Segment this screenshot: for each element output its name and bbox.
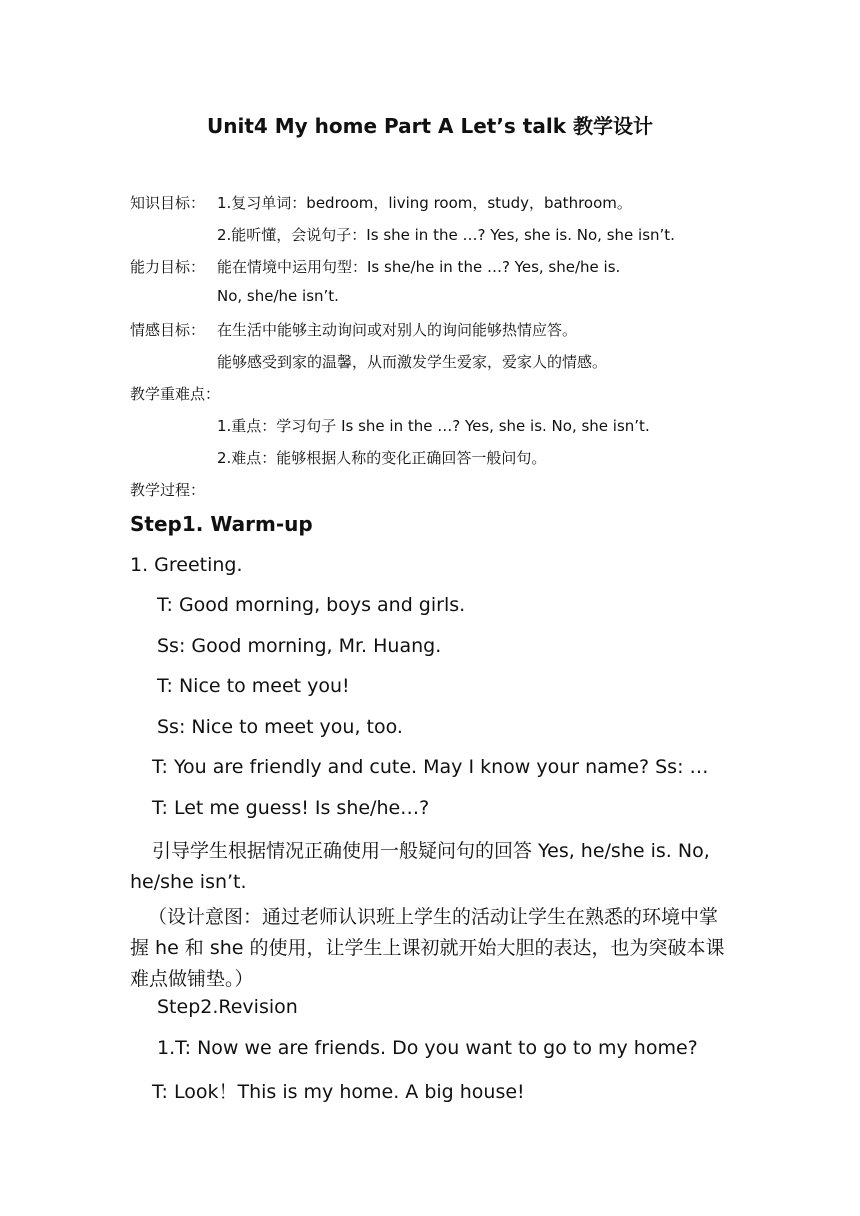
dialogue-line-4: Ss: Nice to meet you, too. — [157, 716, 403, 738]
step1-item-greeting: 1. Greeting. — [130, 554, 243, 576]
key-point-2: 2.难点：能够根据人称的变化正确回答一般问句。 — [217, 449, 547, 467]
ability-objective-1: 能在情境中运用句型：Is she/he in the …? Yes, she/he is. — [217, 258, 621, 276]
knowledge-objective-1: 1.复习单词：bedroom，living room，study，bathroom。 — [217, 194, 632, 212]
knowledge-objective-2: 2.能听懂，会说句子：Is she in the …? Yes, she is. No, she isn’t. — [217, 226, 675, 244]
emotion-objective-1: 在生活中能够主动询问或对别人的询问能够热情应答。 — [217, 321, 578, 339]
dialogue-line-2: Ss: Good morning, Mr. Huang. — [157, 635, 442, 657]
ability-objective-label: 能力目标： — [130, 258, 206, 276]
key-points-label: 教学重难点： — [130, 385, 221, 403]
knowledge-objective-label: 知识目标： — [130, 194, 206, 212]
key-point-1: 1.重点：学习句子 Is she in the …? Yes, she is. No, she isn’t. — [217, 417, 650, 435]
dialogue-line-6: T: Let me guess! Is she/he…? — [152, 797, 430, 819]
guidance-paragraph: 引导学生根据情况正确使用一般疑问句的回答 Yes, he/she is. No, he/she isn’t. — [130, 840, 710, 893]
design-intent-paragraph: （设计意图：通过老师认识班上学生的活动让学生在熟悉的环境中掌握 he 和 she 的使用，让学生上课初就开始大胆的表达，也为突破本课难点做铺垫。） — [130, 906, 725, 990]
emotion-objective-label: 情感目标： — [130, 321, 206, 339]
ability-objective-2: No, she/he isn’t. — [217, 287, 339, 305]
dialogue-line-5: T: You are friendly and cute. May I know your name? Ss: … — [152, 756, 709, 778]
process-label: 教学过程： — [130, 481, 206, 499]
step2-line-2: T: Look！This is my home. A big house! — [152, 1081, 525, 1103]
dialogue-line-1: T: Good morning, boys and girls. — [157, 594, 466, 616]
step1-heading: Step1. Warm-up — [130, 512, 313, 536]
dialogue-line-3: T: Nice to meet you! — [157, 675, 350, 697]
emotion-objective-2: 能够感受到家的温馨，从而激发学生爱家，爱家人的情感。 — [217, 353, 608, 371]
step2-line-1: 1.T: Now we are friends. Do you want to go to my home? — [157, 1037, 698, 1059]
step2-heading: Step2.Revision — [157, 996, 298, 1018]
document-title: Unit4 My home Part A Let’s talk 教学设计 — [207, 114, 653, 138]
